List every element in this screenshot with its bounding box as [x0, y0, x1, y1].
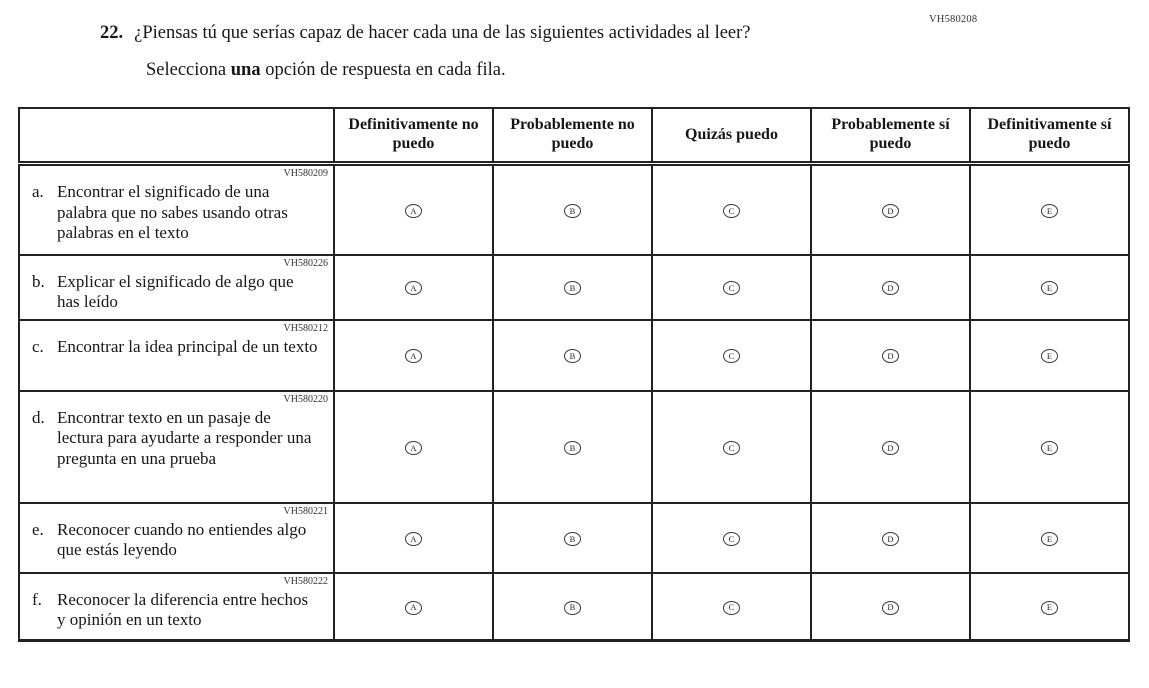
option-cell — [652, 320, 811, 391]
bubble-c-C[interactable]: C — [723, 349, 740, 363]
bubble-e-C[interactable]: C — [723, 532, 740, 546]
statement-cell-d — [19, 391, 334, 503]
bubble-d-A[interactable]: A — [405, 441, 422, 455]
row-letter: a. — [32, 182, 44, 201]
row-letter: f. — [32, 589, 42, 609]
bubble-e-D[interactable]: D — [882, 532, 899, 546]
column-header-quizas: Quizás puedo — [652, 108, 811, 164]
bubble-a-C[interactable]: C — [723, 204, 740, 218]
bubble-c-B[interactable]: B — [564, 349, 581, 363]
option-cell — [970, 255, 1129, 320]
bubble-b-E[interactable]: E — [1041, 281, 1058, 295]
table-corner-cell — [19, 108, 334, 164]
bubble-d-D[interactable]: D — [882, 441, 899, 455]
option-cell — [811, 255, 970, 320]
row-statement: Encontrar texto en un pasaje de lectura para ayudarte a responder una pregunta en una prueba — [57, 407, 312, 468]
bubble-e-B[interactable]: B — [564, 532, 581, 546]
bubble-f-C[interactable]: C — [723, 601, 740, 615]
row-item-code: VH580220 — [283, 393, 328, 405]
bubble-c-E[interactable]: E — [1041, 349, 1058, 363]
bubble-d-B[interactable]: B — [564, 441, 581, 455]
option-cell — [493, 391, 652, 503]
statement-cell-c — [19, 320, 334, 391]
option-cell — [334, 391, 493, 503]
row-letter: c. — [32, 336, 44, 356]
option-cell — [811, 573, 970, 641]
option-cell — [652, 391, 811, 503]
bubble-a-B[interactable]: B — [564, 204, 581, 218]
option-cell — [970, 164, 1129, 255]
option-cell — [652, 255, 811, 320]
bubble-f-D[interactable]: D — [882, 601, 899, 615]
option-cell — [811, 320, 970, 391]
form-item-code: VH580208 — [929, 14, 978, 25]
bubble-a-A[interactable]: A — [405, 204, 422, 218]
option-cell — [493, 573, 652, 641]
bubble-b-C[interactable]: C — [723, 281, 740, 295]
column-header-probablemente-si: Probablemente sí puedo — [811, 108, 970, 164]
bubble-b-D[interactable]: D — [882, 281, 899, 295]
table-row-c — [19, 320, 1129, 391]
bubble-b-B[interactable]: B — [564, 281, 581, 295]
response-matrix-table — [18, 107, 1130, 642]
table-row-d — [19, 391, 1129, 503]
bubble-d-E[interactable]: E — [1041, 441, 1058, 455]
bubble-a-D[interactable]: D — [882, 204, 899, 218]
row-letter: d. — [32, 407, 45, 427]
bubble-f-E[interactable]: E — [1041, 601, 1058, 615]
instruction-line — [146, 60, 506, 81]
question-number: 22. — [100, 23, 124, 43]
option-cell — [493, 164, 652, 255]
bubble-d-C[interactable]: C — [723, 441, 740, 455]
option-cell — [652, 573, 811, 641]
option-cell — [811, 164, 970, 255]
option-cell — [334, 320, 493, 391]
option-cell — [493, 503, 652, 573]
column-header-definitivamente-no: Definitivamente no puedo — [334, 108, 493, 164]
option-cell — [334, 255, 493, 320]
bubble-c-A[interactable]: A — [405, 349, 422, 363]
option-cell — [970, 573, 1129, 641]
option-cell — [811, 503, 970, 573]
row-statement: Explicar el significado de algo que has leído — [57, 271, 294, 312]
table-row-f — [19, 573, 1129, 641]
question-line — [100, 23, 751, 44]
row-statement: Reconocer cuando no entiendes algo que estás leyendo — [57, 519, 307, 560]
row-statement: Encontrar el significado de una palabra que no sabes usando otras palabras en el texto — [57, 182, 288, 243]
instruction-post: opción de respuesta en cada fila. — [265, 60, 506, 80]
row-item-code: VH580226 — [283, 257, 328, 269]
table-row-a — [19, 164, 1129, 255]
bubble-f-B[interactable]: B — [564, 601, 581, 615]
bubble-f-A[interactable]: A — [405, 601, 422, 615]
option-cell — [970, 503, 1129, 573]
row-statement: Reconocer la diferencia entre hechos y opinión en un texto — [57, 589, 309, 630]
statement-cell-b — [19, 255, 334, 320]
instruction-bold: una — [230, 60, 261, 80]
option-cell — [652, 503, 811, 573]
row-item-code: VH580209 — [283, 168, 328, 179]
row-statement: Encontrar la idea principal de un texto — [57, 336, 318, 356]
statement-cell-f — [19, 573, 334, 641]
option-cell — [970, 391, 1129, 503]
option-cell — [811, 391, 970, 503]
instruction-pre: Selecciona — [146, 60, 227, 80]
bubble-e-E[interactable]: E — [1041, 532, 1058, 546]
option-cell — [652, 164, 811, 255]
option-cell — [493, 255, 652, 320]
bubble-a-E[interactable]: E — [1041, 204, 1058, 218]
option-cell — [334, 164, 493, 255]
bubble-c-D[interactable]: D — [882, 349, 899, 363]
column-header-probablemente-no: Probablemente no puedo — [493, 108, 652, 164]
row-item-code: VH580221 — [283, 505, 328, 517]
row-letter: b. — [32, 271, 45, 291]
bubble-b-A[interactable]: A — [405, 281, 422, 295]
row-item-code: VH580222 — [283, 575, 328, 587]
option-cell — [493, 320, 652, 391]
column-header-definitivamente-si: Definitivamente sí puedo — [970, 108, 1129, 164]
statement-cell-a — [19, 164, 334, 255]
row-item-code: VH580212 — [283, 322, 328, 334]
option-cell — [970, 320, 1129, 391]
table-row-b — [19, 255, 1129, 320]
bubble-e-A[interactable]: A — [405, 532, 422, 546]
statement-cell-e — [19, 503, 334, 573]
option-cell — [334, 503, 493, 573]
option-cell — [334, 573, 493, 641]
row-letter: e. — [32, 519, 44, 539]
question-text: ¿Piensas tú que serías capaz de hacer cada una de las siguientes actividades al leer? — [134, 23, 751, 43]
table-row-e — [19, 503, 1129, 573]
table-header-row — [19, 108, 1129, 164]
